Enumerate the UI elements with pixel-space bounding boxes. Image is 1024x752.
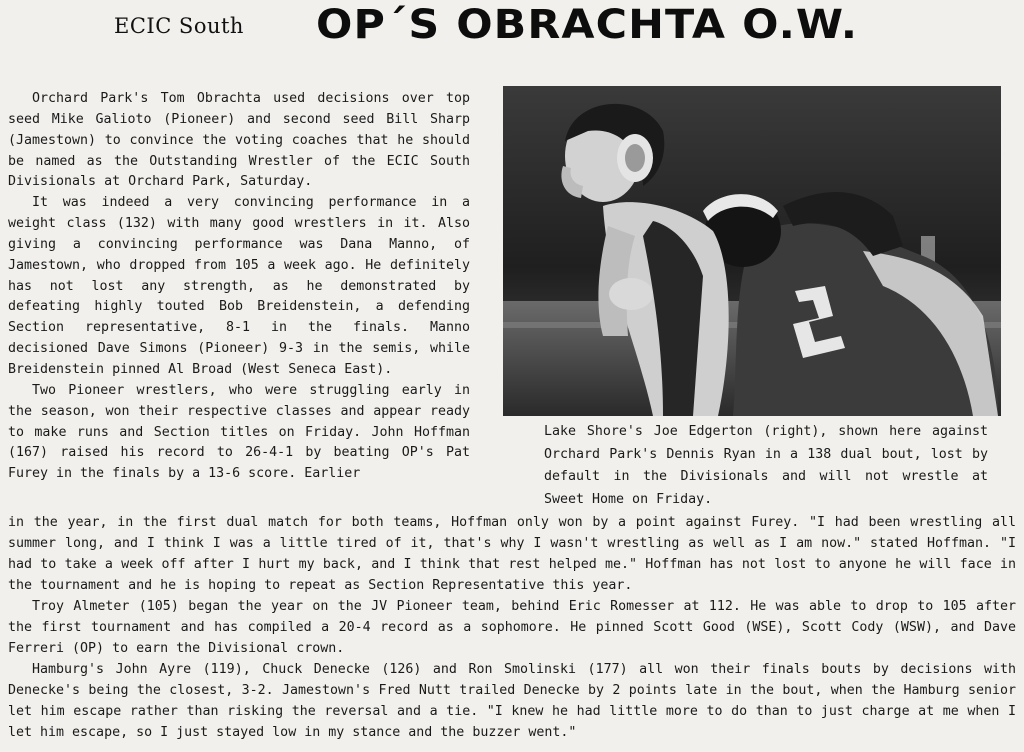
photo-caption: Lake Shore's Joe Edgerton (right), shown here against Orchard Park's Dennis Ryan in a 138 dual bout, lost by default in the Divisionals and will not wrestle at Sweet Home on Friday. [544, 424, 988, 507]
article-paragraph: Troy Almeter (105) began the year on the JV Pioneer team, behind Eric Romesser at 112. He was able to drop to 105 after the first tournament and has compiled a 20-4 record as a sophomore. He pinned Scott Good (WSE), Scott Cody (WSW), and Dave Ferreri (OP) to earn the Divisional crown. [8, 599, 1016, 656]
section-kicker: ECIC South [114, 14, 244, 38]
article-full-width-text [8, 512, 1016, 743]
article-paragraph: Two Pioneer wrestlers, who were struggling early in the season, won their respective classes and appear ready to make runs and Section titles on Friday. John Hoffman (167) raised his record to 26-4-1 by beating OP's Pat Furey in the finals by a 13-6 score. Earlier [8, 382, 470, 482]
wrestlers-illustration [503, 86, 1001, 416]
article-column-text [8, 89, 470, 485]
headline: OP´S OBRACHTA O.W. [316, 2, 859, 48]
article-header [0, 0, 1024, 60]
wrestling-photo [503, 86, 1001, 416]
article-paragraph: in the year, in the first dual match for both teams, Hoffman only won by a point against Furey. "I had been wrestling all summer long, and I think I was a little tired of it, that's why I wasn't wrestling as well as I am now." stated Hoffman. "I had to take a week off after I hurt my back, and I think that rest helped me." Hoffman has not lost to anyone he will face in the tournament and he is hoping to repeat as Section Representative this year. [8, 515, 1016, 593]
article-paragraph: It was indeed a very convincing performance in a weight class (132) with many good wrestlers in it. Also giving a convincing performance was Dana Manno, of Jamestown, who dropped from 105 a week ago. He definitely has not lost any strength, as he demonstrated by defeating highly touted Bob Breidenstein, a defending Section representative, 8-1 in the finals. Manno decisioned Dave Simons (Pioneer) 9-3 in the semis, while Breidenstein pinned Al Broad (West Seneca East). [8, 195, 470, 377]
article-paragraph: Orchard Park's Tom Obrachta used decisions over top seed Mike Galioto (Pioneer) and second seed Bill Sharp (Jamestown) to convince the voting coaches that he should be named as the Outstanding Wrestler of the ECIC South Divisionals at Orchard Park, Saturday. [8, 91, 470, 190]
article-paragraph: Hamburg's John Ayre (119), Chuck Denecke (126) and Ron Smolinski (177) all won their finals bouts by decisions with Denecke's being the closest, 3-2. Jamestown's Fred Nutt trailed Denecke by 2 points late in the bout, when the Hamburg senior let him escape rather than risking the reversal and a tie. "I knew he had little more to do than to just charge at me when I let him escape, so I just stayed low in my stance and the buzzer went." [8, 662, 1016, 740]
